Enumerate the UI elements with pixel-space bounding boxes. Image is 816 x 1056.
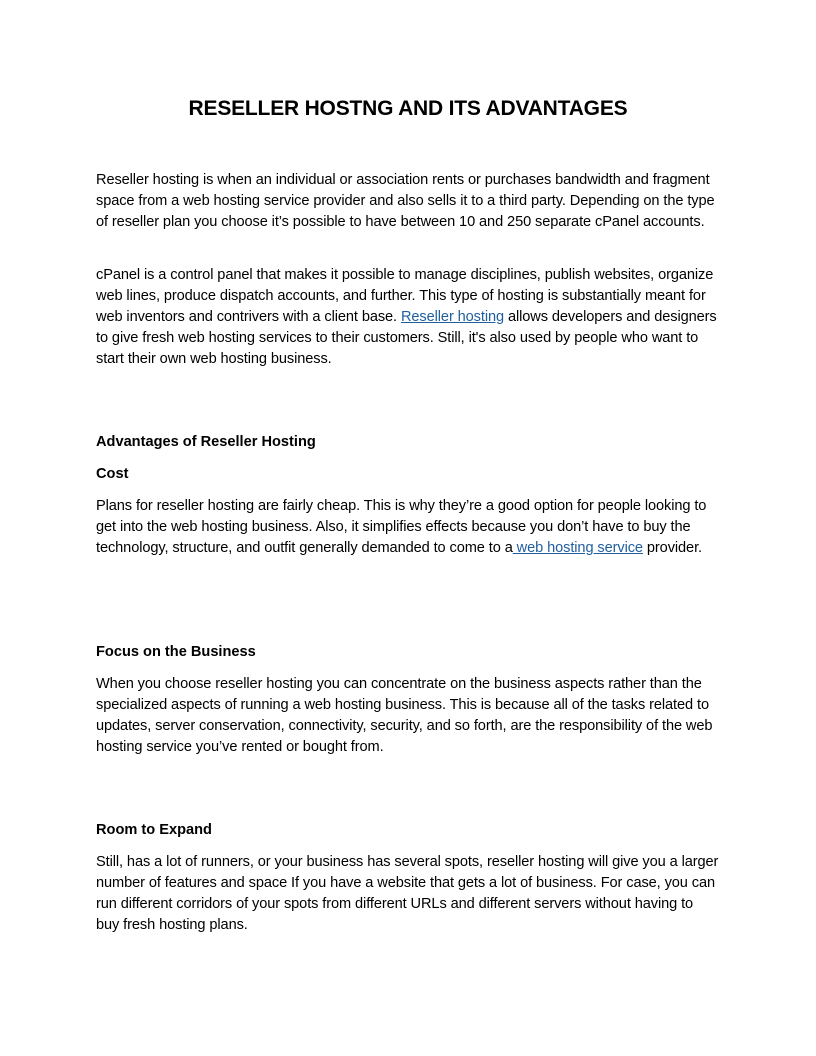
advantages-heading: Advantages of Reseller Hosting [96,434,316,450]
reseller-hosting-link[interactable]: Reseller hosting [400,309,505,325]
cost-paragraph-text-start: Plans for reseller hosting are fairly cheap. This is why they’re a good option for people looking to get into the web hosting business. Also, it simplifies effects because you don’t have to buy the technology, structure, and outfit generally demanded to come to a [96,498,707,556]
intro-paragraph-2-text-end: allows developers and designers to give fresh web hosting services to their customers. Still, it's also used by people who want to start their own web hosting business. [96,309,717,367]
page-title: RESELLER HOSTNG AND ITS ADVANTAGES [188,97,628,120]
cost-paragraph-text-end: provider. [642,540,702,556]
intro-paragraph-2 [96,265,720,370]
intro-paragraph-1: Reseller hosting is when an individual or association rents or purchases bandwidth and fragment space from a web hosting service provider and also sells it to a third party. Depending on the type of reseller plan you choose it’s possible to have between 10 and 250 separate cPanel accounts. [96,172,715,230]
web-hosting-service-link[interactable]: web hosting service [512,540,643,556]
focus-paragraph: When you choose reseller hosting you can concentrate on the business aspects rather than the specialized aspects of running a web hosting business. This is because all of the tasks related to updates, server conservation, connectivity, security, and so forth, are the responsibility of the web hosting service you’ve rented or bought from. [96,676,713,755]
cost-paragraph [96,496,720,559]
cost-heading: Cost [96,466,129,482]
expand-heading: Room to Expand [96,822,212,838]
intro-paragraph-2-text-start: cPanel is a control panel that makes it possible to manage disciplines, publish websites, organize web lines, produce dispatch accounts, and further. This type of hosting is substantially meant for web inventors and contrivers with a client base. [96,267,714,325]
expand-paragraph: Still, has a lot of runners, or your business has several spots, reseller hosting will give you a larger number of features and space If you have a website that gets a lot of business. For case, you can run different corridors of your spots from different URLs and different servers without having to buy fresh hosting plans. [96,854,719,933]
focus-heading: Focus on the Business [96,644,256,660]
